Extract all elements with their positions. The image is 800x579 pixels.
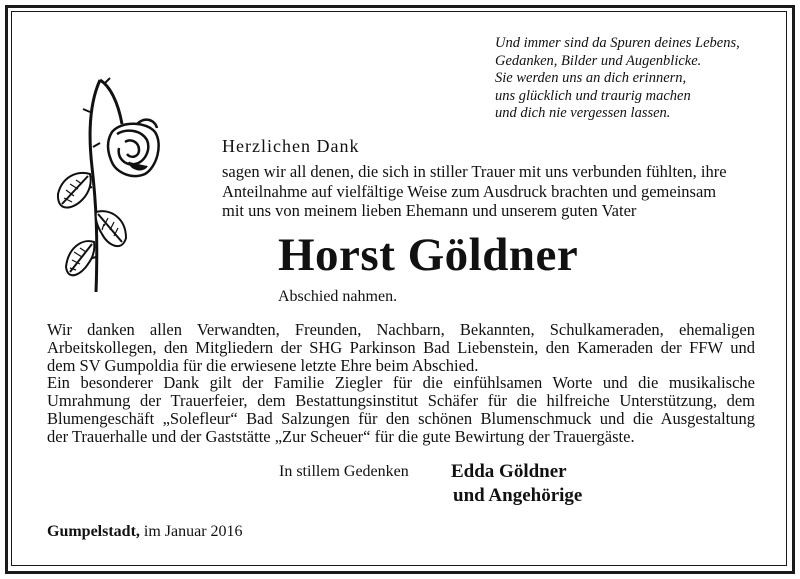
body-line: Arbeitskollegen, den Mitgliedern der SHG Parkinson Bad Liebenstein, den Kameraden der FFW und [47,337,755,357]
gedenken-text: In stillem Gedenken [279,463,409,480]
poem-line: Sie werden uns an dich erinnern, [495,70,687,86]
heading: Herzlichen Dank [222,136,360,156]
body-line: der Trauerhalle und der Gaststätte „Zur Scheuer“ für die gute Bewirtung der Trauergäste. [47,426,635,446]
signature-family: und Angehörige [453,485,583,506]
place-town: Gumpelstadt, [47,523,140,540]
place-date [47,523,243,541]
intro-line: sagen wir all denen, die sich in stiller Trauer mit uns verbunden fühlten, ihre [222,162,727,181]
poem-line: uns glücklich und traurig machen [495,87,691,104]
body-line: dem SV Gumpoldia für die erwiesene letzte Ehre beim Abschied. [47,355,479,375]
poem [495,35,785,123]
body-line: Wir danken allen Verwandten, Freunden, Nachbarn, Bekannten, Schulkameraden, ehemaligen [47,320,755,339]
wilted-rose-icon [52,72,172,297]
intro-text [222,162,752,221]
body-text [47,321,755,446]
body-line: Umrahmung der Trauerfeier, dem Bestattungsinstitut Schäfer für die hilfreiche Unterstützung, dem [47,391,755,411]
signature-name: Edda Göldner [451,461,567,482]
intro-line: mit uns von meinem lieben Ehemann und unserem guten Vater [222,201,637,220]
body-line: Blumengeschäft „Solefleur“ Bad Salzungen für den schönen Blumenschmuck und die Ausgestaltung [47,408,755,428]
body-line: Ein besonderer Dank gilt der Familie Ziegler für die einfühlsamen Worte und die musikalische [47,373,755,393]
place-date-text: im Januar 2016 [143,523,243,540]
poem-line: Und immer sind da Spuren deines Lebens, [495,35,740,51]
poem-line: Gedanken, Bilder und Augenblicke. [495,52,702,69]
abschied-text: Abschied nahmen. [278,288,398,305]
intro-line: Anteilnahme auf vielfältige Weise zum Ausdruck brachten und gemeinsam [222,181,717,201]
deceased-name: Horst Göldner [278,229,579,281]
poem-line: und dich nie vergessen lassen. [495,105,671,121]
